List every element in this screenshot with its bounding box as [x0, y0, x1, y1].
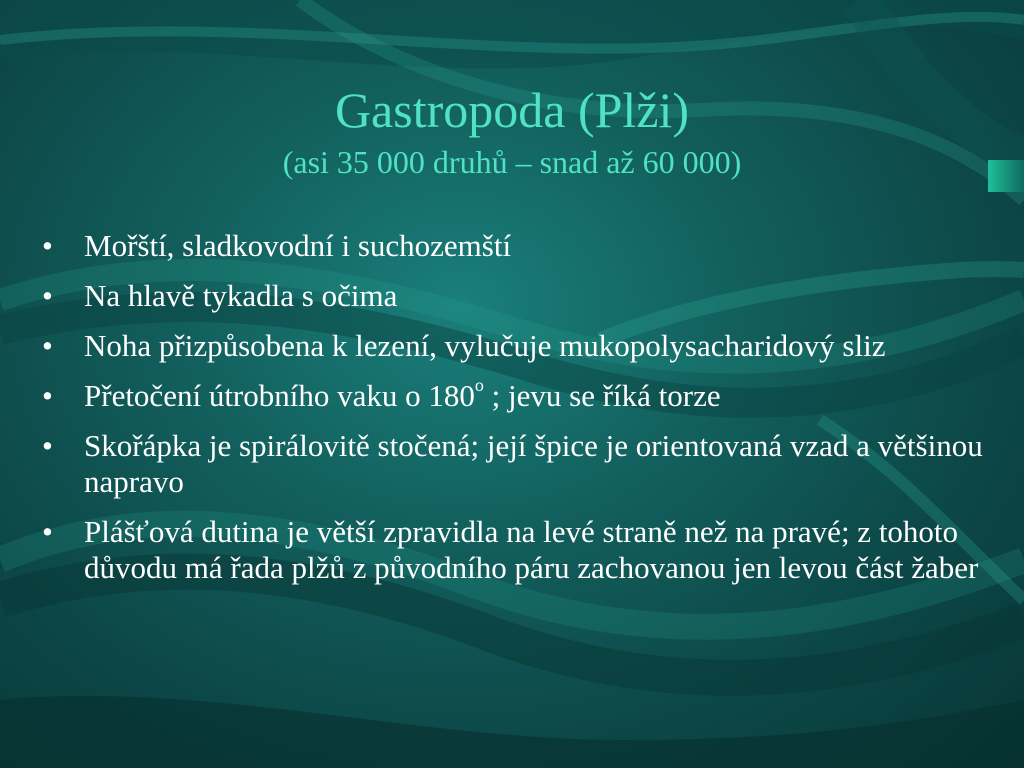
bullet-icon: •: [42, 328, 53, 363]
bullet-text-post: ; jevu se říká torze: [483, 378, 721, 413]
bullet-text: Na hlavě tykadla s očima: [84, 278, 398, 313]
bullet-icon: •: [42, 228, 53, 263]
bullet-icon: •: [42, 428, 53, 463]
bullet-text: Plášťová dutina je větší zpravidla na levé straně než na pravé; z tohoto důvodu má řada plžů z původního páru zachovanou jen levou část žaber: [84, 514, 979, 585]
bullet-icon: •: [42, 378, 53, 413]
bullet-icon: •: [42, 514, 53, 549]
list-item: [40, 228, 1000, 264]
list-item: [40, 278, 1000, 314]
bullet-text: Skořápka je spirálovitě stočená; její špice je orientovaná vzad a většinou napravo: [84, 428, 983, 499]
degree-superscript: o: [474, 374, 484, 395]
list-item: [40, 374, 1000, 414]
bullet-text-pre: Přetočení útrobního vaku o 180: [84, 378, 475, 413]
slide-subtitle: (asi 35 000 druhů – snad až 60 000): [282, 144, 742, 180]
bullet-text: Noha přizpůsobena k lezení, vylučuje mukopolysacharidový sliz: [84, 328, 886, 363]
title-block: [0, 78, 1024, 182]
list-item: [40, 328, 1000, 364]
list-item: [40, 514, 1000, 586]
slide-title: Gastropoda (Plži): [334, 82, 690, 138]
bullet-text: Mořští, sladkovodní i suchozemští: [84, 228, 512, 263]
bullet-list: [40, 228, 1000, 600]
bullet-icon: •: [42, 278, 53, 313]
list-item: [40, 428, 1000, 500]
